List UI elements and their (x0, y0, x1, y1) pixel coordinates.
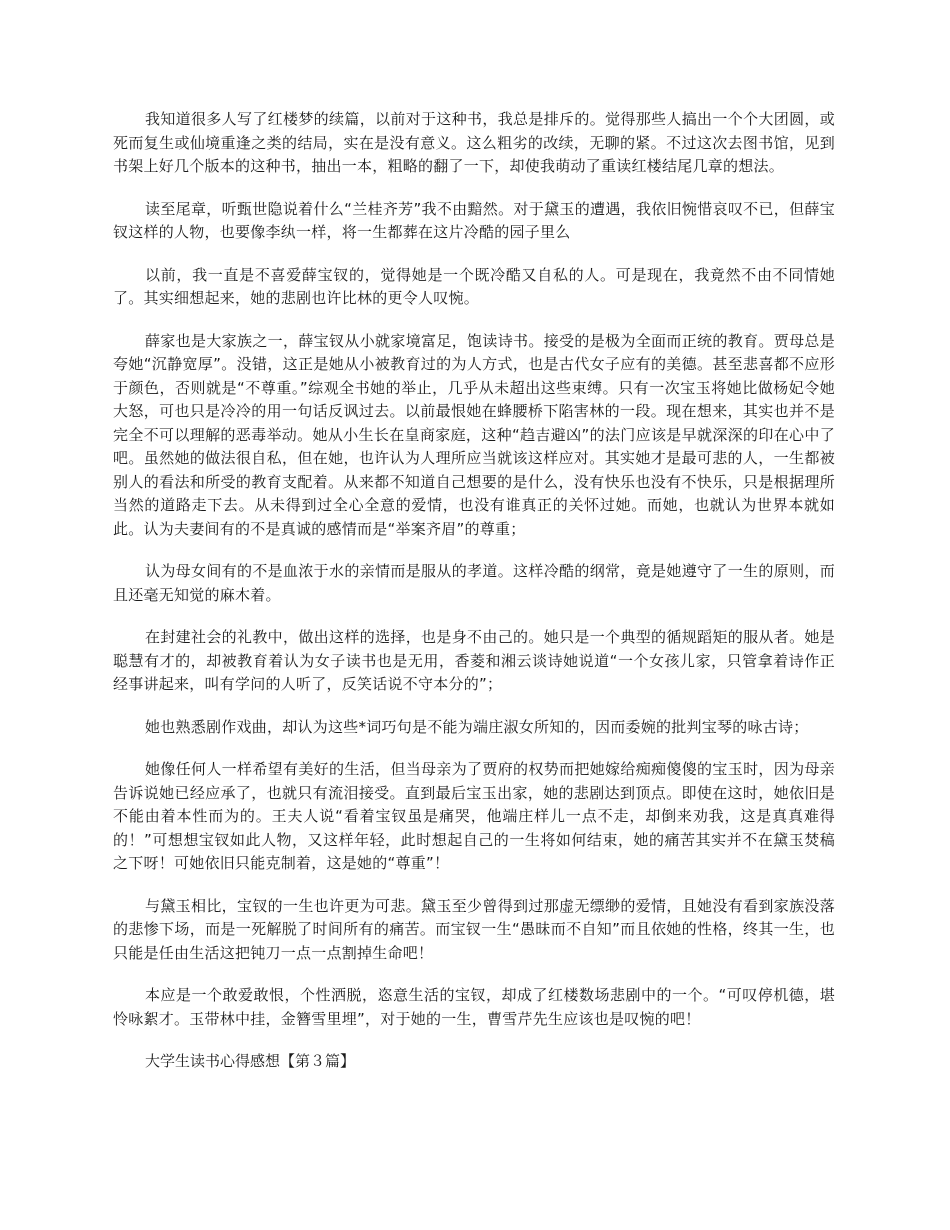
paragraph-2: 读至尾章，听甄世隐说着什么“兰桂齐芳”我不由黯然。对于黛玉的遭遇，我依旧惋惜哀叹不已，但薛宝钗这样的人物，也要像李纨一样，将一生都葬在这片冷酷的园子里么 (113, 199, 835, 241)
paragraph-1: 我知道很多人写了红楼梦的续篇，以前对于这种书，我总是排斥的。觉得那些人搞出一个个大团圆，或死而复生或仙境重逢之类的结局，实在是没有意义。这么粗劣的改续，无聊的紧。不过这次去图书馆，见到书架上好几个版本的这种书，抽出一本，粗略的翻了一下，却使我萌动了重读红楼结尾几章的想法。 (113, 110, 835, 175)
section-heading: 大学生读书心得感想【第３篇】 (145, 1052, 356, 1070)
paragraph-9: 与黛玉相比，宝钗的一生也许更为可悲。黛玉至少曾得到过那虚无缥缈的爱情，且她没有看到家族没落的悲惨下场，而是一死解脱了时间所有的痛苦。而宝钗一生“愚昧而不自知”而且依她的性格，终其一生，也只能是任由生活这把钝刀一点一点割掉生命吧！ (113, 896, 835, 962)
paragraph-3: 以前，我一直是不喜爱薛宝钗的，觉得她是一个既冷酷又自私的人。可是现在，我竟然不由不同情她了。其实细想起来，她的悲剧也许比林的更令人叹惋。 (113, 265, 835, 307)
document-body (113, 108, 835, 1074)
paragraph-7: 她也熟悉剧作戏曲，却认为这些*词巧句是不能为端庄淑女所知的，因而委婉的批判宝琴的咏古诗； (145, 717, 809, 736)
paragraph-5: 认为母女间有的不是血浓于水的亲情而是服从的孝道。这样冷酷的纲常，竟是她遵守了一生的原则，而且还毫无知觉的麻木着。 (113, 562, 835, 604)
paragraph-8: 她像任何人一样希望有美好的生活，但当母亲为了贾府的权势而把她嫁给痴痴傻傻的宝玉时，因为母亲告诉说她已经应承了，也就只有流泪接受。直到最后宝玉出家，她的悲剧达到顶点。即使在这时，她依旧是不能由着本性而为的。王夫人说“看着宝钗虽是痛哭，他端庄样儿一点不走，却倒来劝我，这是真真难得的！”可想想宝钗如此人物，又这样年轻，此时想起自己的一生将如何结束，她的痛苦其实并不在黛玉焚稿之下呀！可她依旧只能克制着，这是她的“尊重”！ (113, 760, 835, 872)
paragraph-10: 本应是一个敢爱敢恨，个性洒脱，恣意生活的宝钗，却成了红楼数场悲剧中的一个。“可叹停机德，堪怜咏絮才。玉带林中挂，金簪雪里埋”，对于她的一生，曹雪芹先生应该也是叹惋的吧！ (113, 986, 835, 1028)
paragraph-6: 在封建社会的礼教中，做出这样的选择，也是身不由己的。她只是一个典型的循规蹈矩的服从者。她是聪慧有才的，却被教育着认为女子读书也是无用，香菱和湘云谈诗她说道“一个女孩儿家，只管拿着诗作正经事讲起来，叫有学问的人听了，反笑话说不守本分的”； (113, 628, 835, 693)
paragraph-4: 薛家也是大家族之一，薛宝钗从小就家境富足，饱读诗书。接受的是极为全面而正统的教育。贾母总是夸她“沉静宽厚”。没错，这正是她从小被教育过的为人方式，也是古代女子应有的美德。甚至悲喜都不应形于颜色，否则就是“不尊重。”综观全书她的举止，几乎从未超出这些束缚。只有一次宝玉将她比做杨妃令她大怒，可也只是冷冷的用一句话反讽过去。以前最恨她在蜂腰桥下陷害林的一段。现在想来，其实也并不是完全不可以理解的恶毒举动。她从小生长在皇商家庭，这种“趋吉避凶”的法门应该是早就深深的印在心中了吧。虽然她的做法很自私，但在她，也许认为人理所应当就该这样应对。其实她才是最可悲的人，一生都被别人的看法和所受的教育支配着。从来都不知道自己想要的是什么，没有快乐也没有不快乐，只是根据理所当然的道路走下去。从未得到过全心全意的爱情，也没有谁真正的关怀过她。而她，也就认为世界本就如此。认为夫妻间有的不是真诚的感情而是“举案齐眉”的尊重； (113, 331, 835, 538)
